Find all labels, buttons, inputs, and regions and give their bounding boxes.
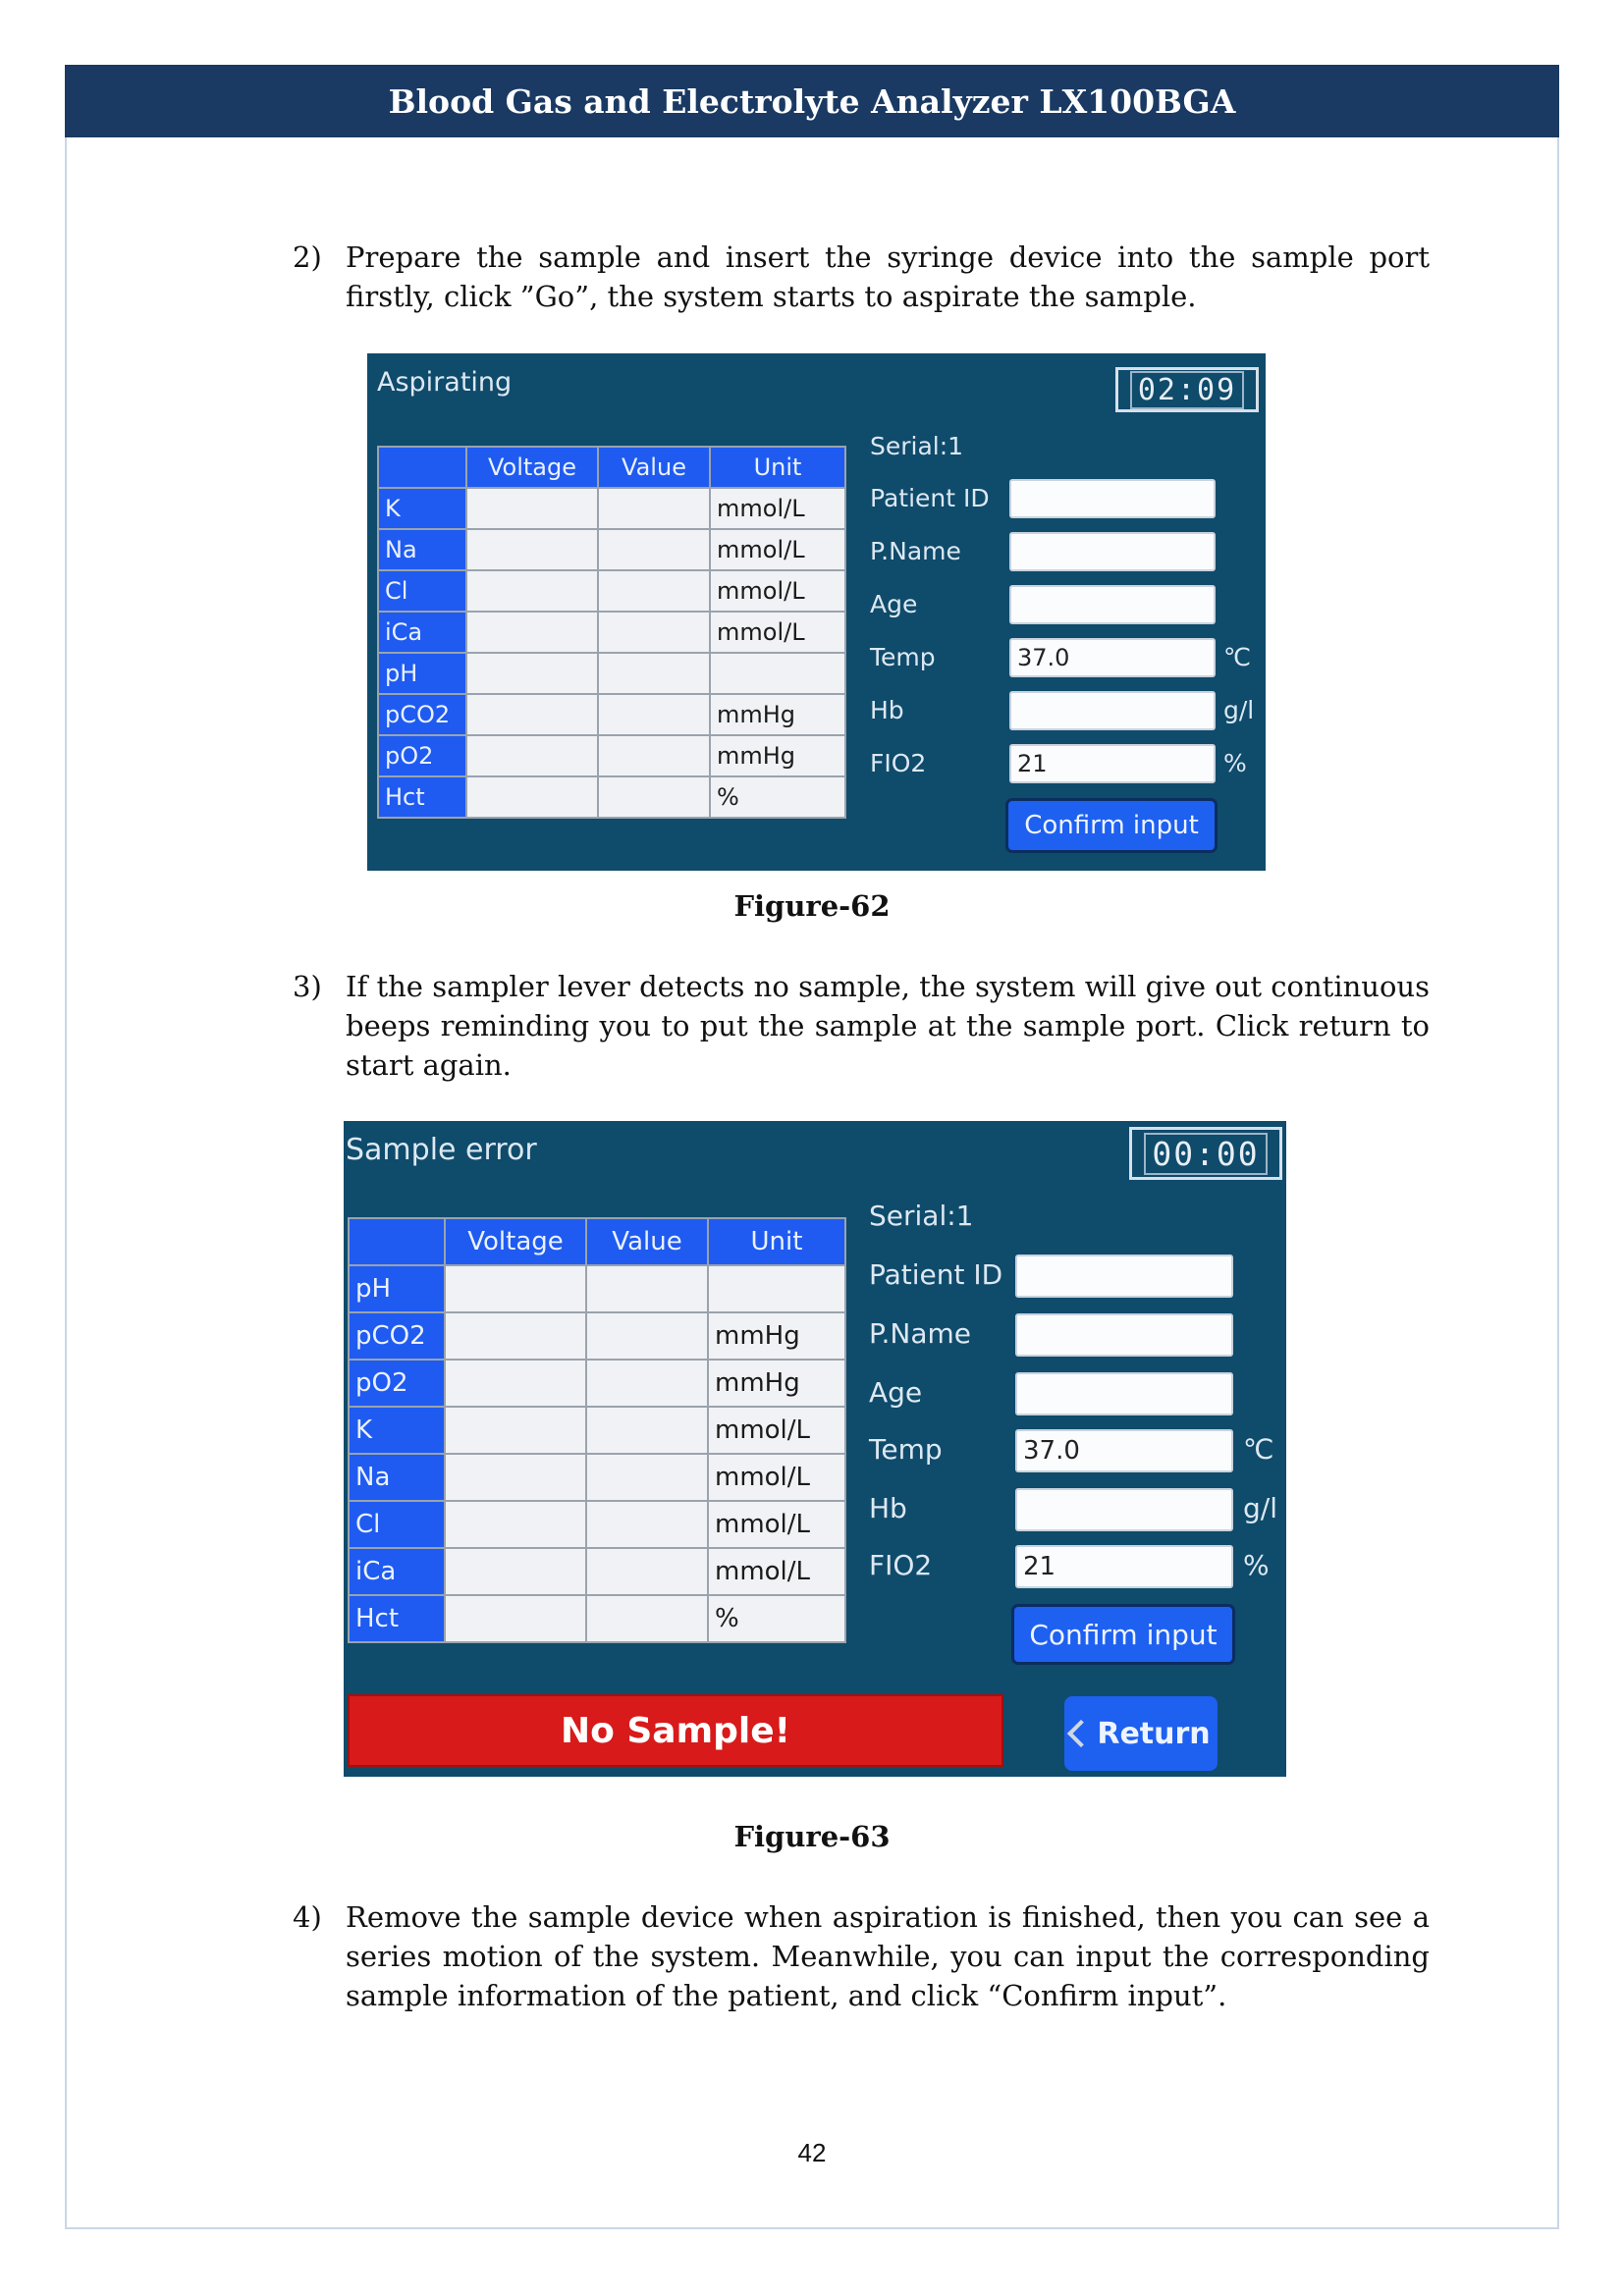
table-row [349, 1312, 845, 1360]
field-label: Patient ID [870, 484, 990, 512]
voltage-cell [466, 653, 598, 694]
table-row [349, 1265, 845, 1312]
field-label: Age [869, 1376, 923, 1409]
table-row [349, 1454, 845, 1501]
param-name: Hct [378, 776, 466, 818]
field-label: P.Name [870, 537, 961, 565]
hb-input[interactable] [1015, 1488, 1233, 1531]
step-number: 3) [293, 970, 322, 1003]
voltage-cell [466, 776, 598, 818]
voltage-cell [445, 1501, 586, 1548]
param-name: pCO2 [349, 1312, 445, 1360]
step-text: Remove the sample device when aspiration is finished, then you can see a series motion of the system. Meanwhile, you can input the corresponding sample information of the patient, and click “Confirm input”. [346, 1900, 1430, 2012]
field-label: Temp [870, 643, 936, 671]
column-header-voltage: Voltage [466, 447, 598, 488]
value-cell [598, 488, 710, 529]
table-row [378, 570, 845, 612]
param-name: Na [349, 1454, 445, 1501]
unit-cell: mmHg [710, 694, 845, 735]
param-name: iCa [378, 612, 466, 653]
return-button[interactable] [1064, 1696, 1218, 1771]
voltage-cell [466, 612, 598, 653]
voltage-cell [445, 1548, 586, 1595]
value-cell [586, 1454, 708, 1501]
field-label: P.Name [869, 1317, 972, 1350]
field-label: FIO2 [869, 1549, 933, 1581]
value-cell [598, 570, 710, 612]
param-name: iCa [349, 1548, 445, 1595]
param-name: Hct [349, 1595, 445, 1642]
figure-caption: Figure-62 [733, 889, 891, 923]
step-number: 4) [293, 1900, 322, 1934]
voltage-cell [445, 1595, 586, 1642]
param-name: pH [378, 653, 466, 694]
unit-cell: mmHg [708, 1360, 845, 1407]
age-input[interactable] [1015, 1372, 1233, 1415]
value-cell [598, 529, 710, 570]
timer-display [1115, 367, 1259, 412]
table-row [378, 653, 845, 694]
table-row [349, 1501, 845, 1548]
column-header-param [349, 1218, 445, 1265]
field-label: FIO2 [870, 749, 927, 777]
column-header-unit: Unit [708, 1218, 845, 1265]
age-input[interactable] [1009, 585, 1216, 624]
column-header-param [378, 447, 466, 488]
table-row [378, 612, 845, 653]
patient-id-input[interactable] [1009, 479, 1216, 518]
unit-cell: % [708, 1595, 845, 1642]
step-number: 2) [293, 240, 322, 274]
value-cell [586, 1265, 708, 1312]
voltage-cell [466, 694, 598, 735]
parameter-table [377, 446, 846, 819]
table-row [349, 1548, 845, 1595]
fio2-unit: % [1223, 749, 1247, 777]
unit-cell [708, 1265, 845, 1312]
screen-title: Sample error [346, 1133, 537, 1167]
fio2-unit: % [1243, 1549, 1270, 1581]
voltage-cell [466, 735, 598, 776]
unit-cell [710, 653, 845, 694]
timer-value: 00:00 [1144, 1133, 1267, 1175]
field-label: Temp [869, 1433, 943, 1466]
voltage-cell [445, 1454, 586, 1501]
voltage-cell [445, 1312, 586, 1360]
step-2 [293, 238, 1430, 316]
value-cell [598, 735, 710, 776]
voltage-cell [445, 1407, 586, 1454]
unit-cell: mmol/L [710, 570, 845, 612]
unit-cell: mmol/L [708, 1501, 845, 1548]
table-row [349, 1595, 845, 1642]
patient-name-input[interactable] [1009, 532, 1216, 571]
document-title: Blood Gas and Electrolyte Analyzer LX100BGA [388, 81, 1236, 121]
document-header [65, 65, 1559, 137]
unit-cell: mmHg [708, 1312, 845, 1360]
serial-label: Serial:1 [870, 432, 964, 460]
param-name: Na [378, 529, 466, 570]
param-name: Cl [378, 570, 466, 612]
parameter-table [348, 1217, 846, 1643]
serial-label: Serial:1 [869, 1200, 974, 1232]
fio2-input[interactable]: 21 [1015, 1545, 1233, 1588]
step-text: If the sampler lever detects no sample, the system will give out continuous beeps reminding you to put the sample at the sample port. Click return to start again. [346, 970, 1430, 1082]
unit-cell: mmol/L [710, 529, 845, 570]
voltage-cell [466, 570, 598, 612]
confirm-input-button[interactable]: Confirm input [1005, 798, 1218, 853]
value-cell [586, 1312, 708, 1360]
param-name: Cl [349, 1501, 445, 1548]
column-header-voltage: Voltage [445, 1218, 586, 1265]
confirm-input-button[interactable]: Confirm input [1011, 1604, 1235, 1665]
param-name: K [349, 1407, 445, 1454]
table-row [378, 776, 845, 818]
unit-cell: mmol/L [708, 1407, 845, 1454]
value-cell [586, 1548, 708, 1595]
column-header-value: Value [586, 1218, 708, 1265]
unit-cell: mmHg [710, 735, 845, 776]
return-label: Return [1097, 1716, 1211, 1751]
param-name: pH [349, 1265, 445, 1312]
value-cell [598, 653, 710, 694]
patient-id-input[interactable] [1015, 1255, 1233, 1298]
value-cell [598, 612, 710, 653]
timer-display [1129, 1127, 1282, 1180]
table-row [349, 1407, 845, 1454]
temp-unit: ℃ [1243, 1433, 1274, 1466]
unit-cell: mmol/L [708, 1454, 845, 1501]
hb-unit: g/l [1223, 696, 1255, 724]
value-cell [586, 1407, 708, 1454]
timer-value: 02:09 [1130, 371, 1244, 409]
unit-cell: mmol/L [708, 1548, 845, 1595]
column-header-value: Value [598, 447, 710, 488]
unit-cell: % [710, 776, 845, 818]
value-cell [586, 1360, 708, 1407]
hb-unit: g/l [1243, 1492, 1277, 1524]
table-row [349, 1360, 845, 1407]
param-name: pO2 [349, 1360, 445, 1407]
temp-unit: ℃ [1223, 643, 1252, 671]
temp-input[interactable]: 37.0 [1009, 638, 1216, 677]
temp-input[interactable]: 37.0 [1015, 1429, 1233, 1472]
fio2-input[interactable]: 21 [1009, 744, 1216, 783]
table-row [378, 488, 845, 529]
hb-input[interactable] [1009, 691, 1216, 730]
value-cell [598, 776, 710, 818]
screen-title: Aspirating [377, 367, 513, 398]
figure-caption: Figure-63 [733, 1820, 891, 1853]
step-4 [293, 1897, 1430, 2015]
param-name: pO2 [378, 735, 466, 776]
sample-error-screen [344, 1121, 1286, 1777]
param-name: K [378, 488, 466, 529]
value-cell [586, 1595, 708, 1642]
step-3 [293, 967, 1430, 1085]
table-row [378, 694, 845, 735]
no-sample-alert: No Sample! [348, 1694, 1003, 1767]
voltage-cell [445, 1265, 586, 1312]
step-text: Prepare the sample and insert the syringe device into the sample port firstly, click ”Go”, the system starts to aspirate the sample. [346, 240, 1430, 313]
field-label: Age [870, 590, 918, 618]
voltage-cell [466, 529, 598, 570]
field-label: Hb [870, 696, 904, 724]
field-label: Hb [869, 1492, 907, 1524]
table-row [378, 529, 845, 570]
value-cell [598, 694, 710, 735]
voltage-cell [445, 1360, 586, 1407]
voltage-cell [466, 488, 598, 529]
unit-cell: mmol/L [710, 488, 845, 529]
page-number: 42 [797, 2138, 827, 2167]
aspirating-screen [367, 353, 1266, 871]
param-name: pCO2 [378, 694, 466, 735]
return-icon [1067, 1720, 1095, 1747]
unit-cell: mmol/L [710, 612, 845, 653]
field-label: Patient ID [869, 1258, 1003, 1291]
column-header-unit: Unit [710, 447, 845, 488]
table-row [378, 735, 845, 776]
value-cell [586, 1501, 708, 1548]
patient-name-input[interactable] [1015, 1313, 1233, 1357]
